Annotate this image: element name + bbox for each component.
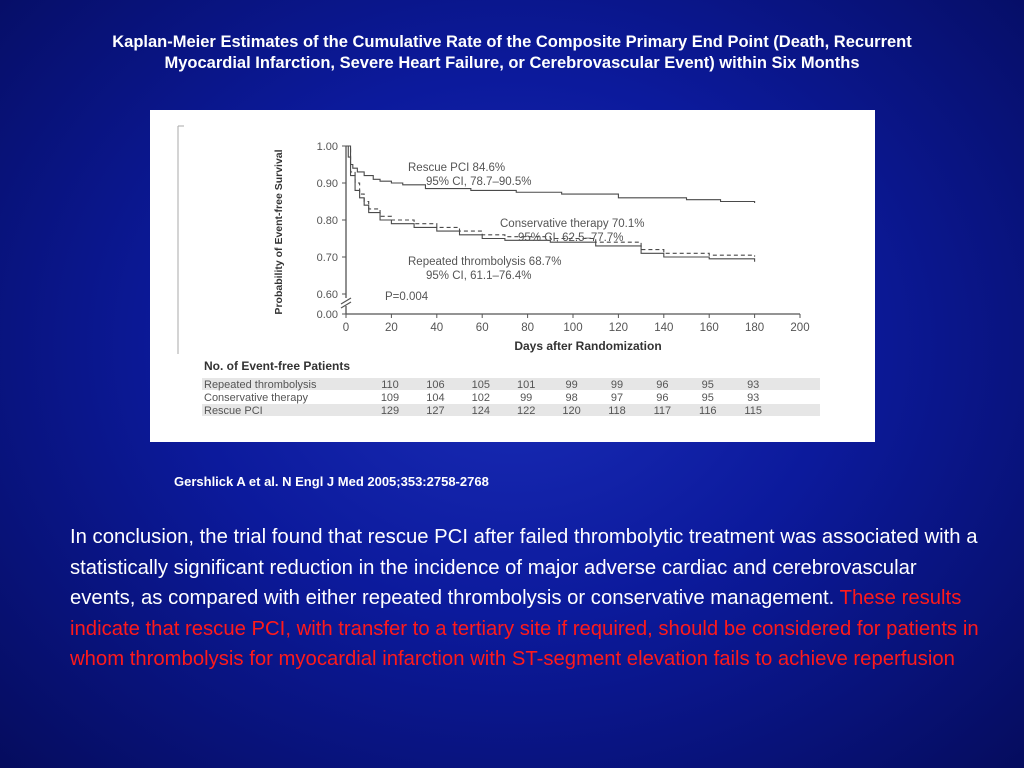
- x-tick-label: 200: [790, 322, 810, 334]
- x-tick-label: 0: [342, 322, 350, 334]
- risk-table-cell: 129: [380, 405, 400, 417]
- x-axis-title: Days after Randomization: [514, 339, 662, 353]
- risk-table-cell: 99: [565, 379, 578, 391]
- annotation-rescue-pci-line2: 95% CI, 78.7–90.5%: [426, 176, 532, 188]
- risk-table-cell: 98: [565, 392, 578, 404]
- y-tick-label: 0.00: [316, 309, 338, 321]
- risk-table-cell: 95: [701, 379, 714, 391]
- risk-table-row-label: Repeated thrombolysis: [204, 379, 317, 391]
- annotation-rescue-pci-line1: Rescue PCI 84.6%: [408, 162, 506, 174]
- risk-table-cell: 120: [562, 405, 581, 417]
- kaplan-meier-chart: [150, 110, 875, 442]
- y-tick-label: 0.80: [316, 215, 338, 227]
- y-tick-label: 1.00: [316, 141, 338, 153]
- conclusion-text: [70, 522, 985, 675]
- y-tick-label: 0.90: [316, 178, 338, 190]
- kaplan-meier-figure: [150, 110, 875, 442]
- risk-table-cell: 96: [656, 379, 669, 391]
- risk-table-cell: 127: [426, 405, 445, 417]
- risk-table-cell: 110: [381, 379, 399, 391]
- slide-title: [0, 32, 1024, 74]
- series-line-rescue-pci: [346, 146, 755, 203]
- risk-table-title: No. of Event-free Patients: [204, 359, 351, 373]
- x-tick-label: 140: [654, 322, 674, 334]
- slide-title-line2: Myocardial Infarction, Severe Heart Failure, or Cerebrovascular Event) within Six Months: [164, 54, 860, 72]
- x-tick-label: 80: [521, 322, 534, 334]
- x-tick-label: 120: [608, 322, 628, 334]
- risk-table-cell: 115: [744, 405, 762, 417]
- risk-table-cell: 93: [747, 392, 760, 404]
- risk-table-row-label: Rescue PCI: [204, 405, 263, 417]
- risk-table-cell: 118: [608, 405, 626, 417]
- x-tick-label: 160: [699, 322, 719, 334]
- conclusion-red: These results indicate that rescue PCI, with transfer to a tertiary site if required, should be considered for patients in whom thrombolysis for myocardial infarction with ST-segment elevation fails to achieve reperfusion: [70, 587, 979, 670]
- risk-table-cell: 109: [380, 392, 400, 404]
- y-axis-title: Probability of Event-free Survival: [273, 149, 285, 315]
- p-value-label: P=0.004: [385, 291, 429, 303]
- risk-table-row-label: Conservative therapy: [204, 392, 308, 404]
- risk-table-cell: 101: [517, 379, 536, 391]
- risk-table-cell: 117: [653, 405, 672, 417]
- y-tick-label: 0.70: [316, 252, 338, 264]
- risk-table-cell: 99: [520, 392, 533, 404]
- annotation-repeated-thrombolysis-line2: 95% CI, 61.1–76.4%: [426, 270, 532, 282]
- x-tick-label: 20: [385, 322, 398, 334]
- risk-table-cell: 116: [699, 405, 717, 417]
- risk-table-cell: 95: [701, 392, 714, 404]
- risk-table-cell: 93: [747, 379, 760, 391]
- annotation-conservative-therapy-line1: Conservative therapy 70.1%: [500, 218, 645, 230]
- risk-table-cell: 102: [471, 392, 490, 404]
- x-tick-label: 100: [563, 322, 583, 334]
- slide-title-line1: Kaplan-Meier Estimates of the Cumulative Rate of the Composite Primary End Point (Death, Recurrent: [112, 33, 912, 51]
- annotation-conservative-therapy-line2: 95% CI, 62.5–77.7%: [518, 232, 624, 244]
- conclusion-white: In conclusion, the trial found that rescue PCI after failed thrombolytic treatment was associated with a statistically significant reduction in the incidence of major adverse cardiac and cerebrovascular events, as compared with either repeated thrombolysis or conservative management.: [70, 526, 978, 609]
- risk-table-cell: 97: [610, 392, 624, 404]
- x-tick-label: 40: [430, 322, 444, 334]
- citation: Gershlick A et al. N Engl J Med 2005;353:2758-2768: [174, 474, 489, 489]
- x-tick-label: 180: [745, 322, 765, 334]
- risk-table-cell: 105: [471, 379, 490, 391]
- risk-table-cell: 99: [610, 379, 624, 391]
- risk-table-cell: 104: [426, 392, 445, 404]
- y-tick-label: 0.60: [316, 289, 338, 301]
- annotation-repeated-thrombolysis-line1: Repeated thrombolysis 68.7%: [408, 256, 562, 268]
- risk-table-cell: 96: [656, 392, 669, 404]
- risk-table-cell: 124: [471, 405, 490, 417]
- risk-table-stripe: [202, 404, 820, 416]
- x-tick-label: 60: [475, 322, 489, 334]
- risk-table-cell: 122: [517, 405, 536, 417]
- risk-table-cell: 106: [426, 379, 445, 391]
